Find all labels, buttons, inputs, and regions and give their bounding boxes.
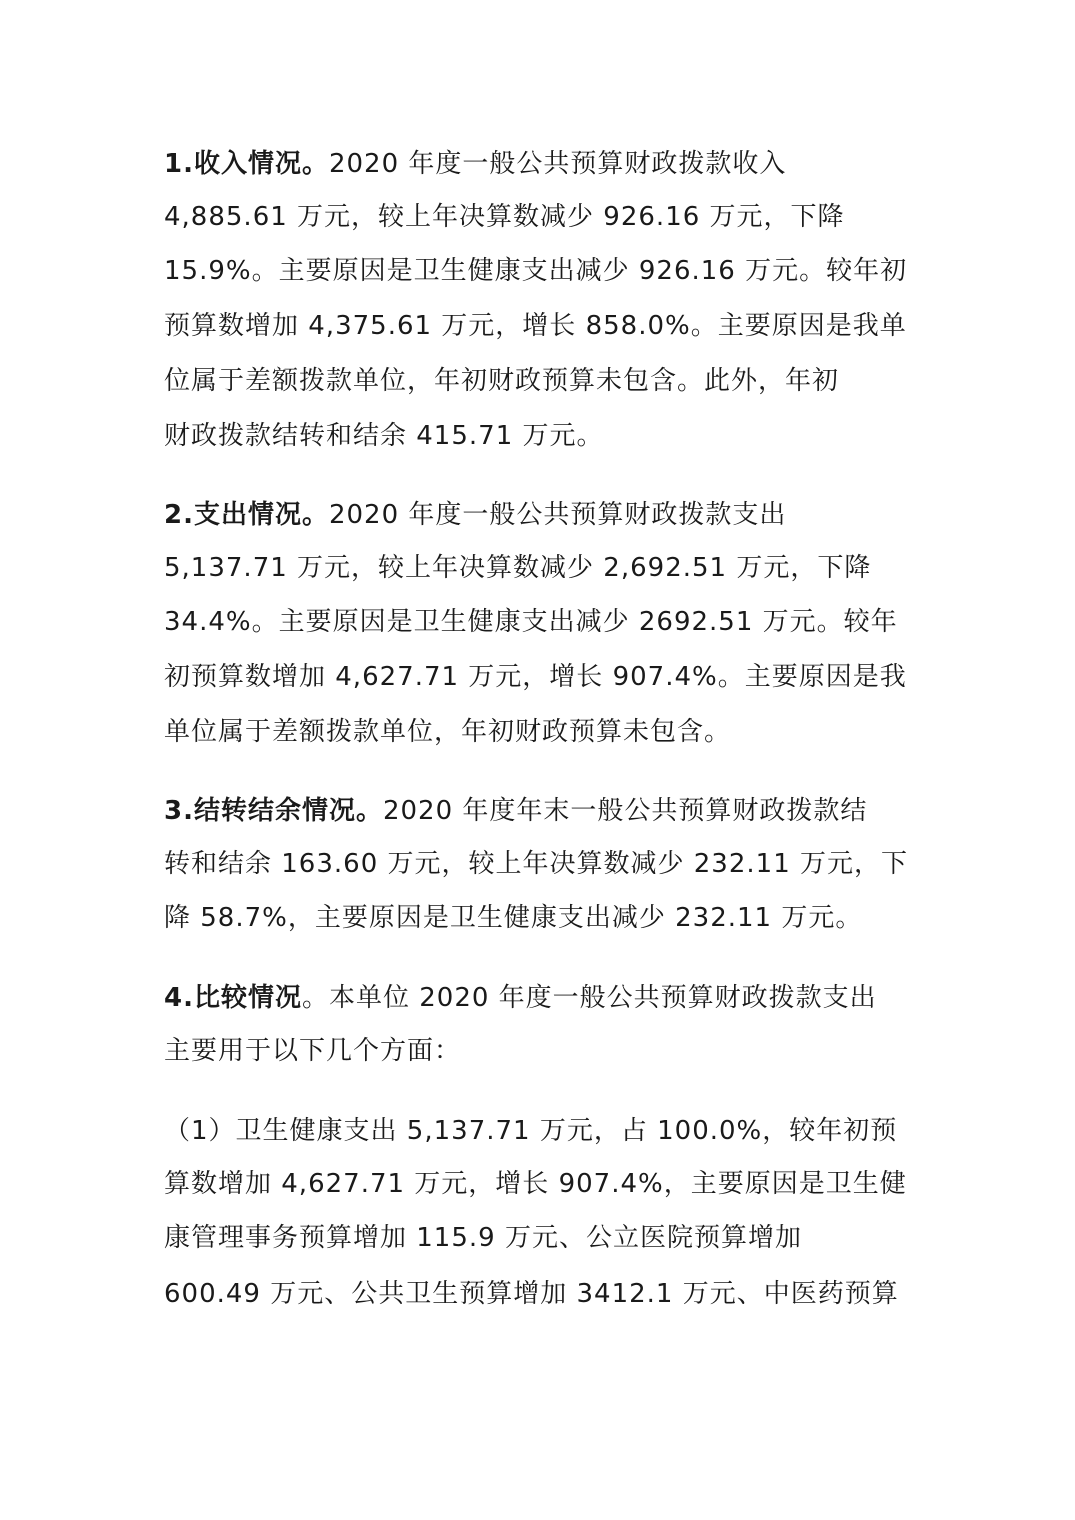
paragraph-text: 。本单位 2020 年度一般公共预算财政拨款支出 bbox=[301, 983, 877, 1013]
paragraph-line: 降 58.7%，主要原因是卫生健康支出减少 232.11 万元。 bbox=[164, 903, 863, 933]
section-heading: 3.结转结余情况。 bbox=[164, 796, 383, 826]
paragraph-text: 2020 年度一般公共预算财政拨款收入 bbox=[328, 149, 787, 179]
paragraph-text: 2020 年度年末一般公共预算财政拨款结 bbox=[382, 796, 868, 826]
paragraph-line: 15.9%。主要原因是卫生健康支出减少 926.16 万元。较年初 bbox=[164, 256, 908, 286]
paragraph-line bbox=[164, 146, 924, 182]
paragraph-line: 转和结余 163.60 万元，较上年决算数减少 232.11 万元，下 bbox=[164, 849, 909, 879]
section-heading: 4.比较情况 bbox=[164, 983, 302, 1013]
paragraph-line: 位属于差额拨款单位，年初财政预算未包含。此外，年初 bbox=[164, 366, 840, 396]
paragraph-line: 单位属于差额拨款单位，年初财政预算未包含。 bbox=[164, 717, 732, 747]
paragraph-line bbox=[164, 793, 924, 829]
paragraph-line: 财政拨款结转和结余 415.71 万元。 bbox=[164, 421, 604, 451]
paragraph-text: 2020 年度一般公共预算财政拨款支出 bbox=[328, 500, 787, 530]
section-heading: 1.收入情况。 bbox=[164, 149, 329, 179]
paragraph-line bbox=[164, 980, 924, 1016]
paragraph-line: 主要用于以下几个方面： bbox=[164, 1036, 462, 1066]
paragraph-line: 算数增加 4,627.71 万元，增长 907.4%，主要原因是卫生健 bbox=[164, 1169, 907, 1199]
paragraph-line: 预算数增加 4,375.61 万元，增长 858.0%。主要原因是我单 bbox=[164, 311, 907, 341]
paragraph-line: 5,137.71 万元，较上年决算数减少 2,692.51 万元，下降 bbox=[164, 553, 872, 583]
paragraph-line: 康管理事务预算增加 115.9 万元、公立医院预算增加 bbox=[164, 1223, 802, 1253]
paragraph-line: 初预算数增加 4,627.71 万元，增长 907.4%。主要原因是我 bbox=[164, 662, 907, 692]
section-heading: 2.支出情况。 bbox=[164, 500, 329, 530]
paragraph-line: （1）卫生健康支出 5,137.71 万元，占 100.0%，较年初预 bbox=[164, 1116, 898, 1146]
paragraph-line: 4,885.61 万元，较上年决算数减少 926.16 万元，下降 bbox=[164, 202, 845, 232]
paragraph-line bbox=[164, 497, 924, 533]
paragraph-line: 600.49 万元、公共卫生预算增加 3412.1 万元、中医药预算 bbox=[164, 1279, 899, 1309]
paragraph-line: 34.4%。主要原因是卫生健康支出减少 2692.51 万元。较年 bbox=[164, 607, 898, 637]
